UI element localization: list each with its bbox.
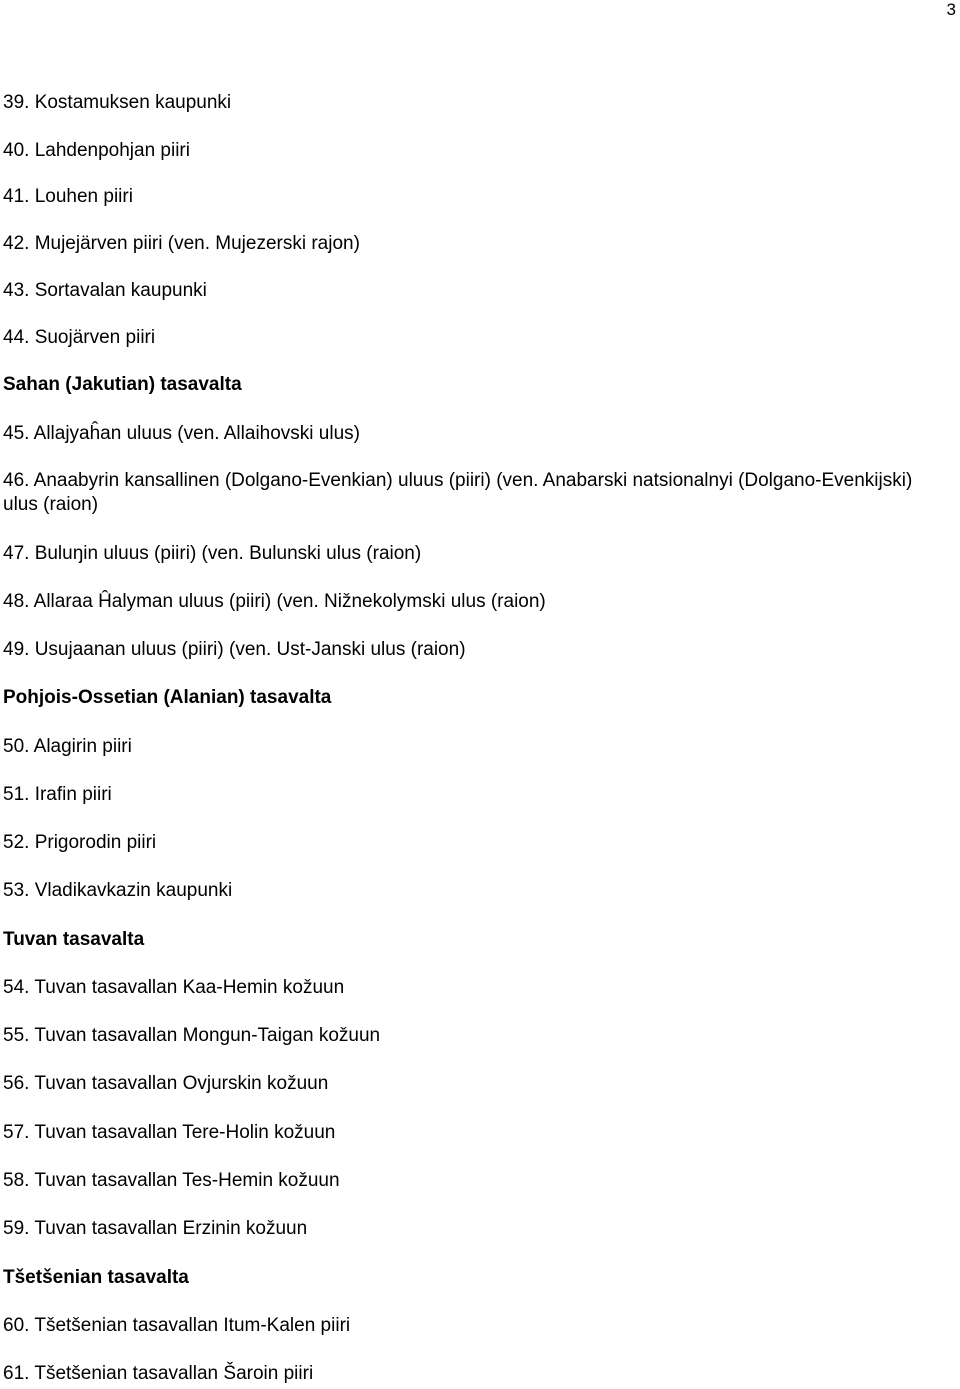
list-item: 58. Tuvan tasavallan Tes-Hemin kožuun [3,1170,340,1191]
section-heading: Sahan (Jakutian) tasavalta [3,374,242,395]
section-heading: Pohjois-Ossetian (Alanian) tasavalta [3,687,332,708]
list-item: 59. Tuvan tasavallan Erzinin kožuun [3,1218,308,1239]
section-heading: Tuvan tasavalta [3,929,145,950]
list-item: 53. Vladikavkazin kaupunki [3,880,233,901]
list-item: 54. Tuvan tasavallan Kaa-Hemin kožuun [3,977,345,998]
section-heading: Tšetšenian tasavalta [3,1267,189,1288]
list-item: 49. Usujaanan uluus (piiri) (ven. Ust-Janski ulus (raion) [3,639,466,660]
list-item: 50. Alagirin piiri [3,736,132,757]
list-item: 40. Lahdenpohjan piiri [3,140,190,161]
list-item: 41. Louhen piiri [3,186,133,207]
list-item: 47. Buluŋin uluus (piiri) (ven. Bulunski ulus (raion) [3,543,422,564]
page-number: 3 [946,0,956,19]
list-item: 60. Tšetšenian tasavallan Itum-Kalen piiri [3,1315,351,1336]
list-item: 61. Tšetšenian tasavallan Šaroin piiri [3,1363,314,1384]
list-item: 55. Tuvan tasavallan Mongun-Taigan kožuun [3,1025,381,1046]
list-item: 51. Irafin piiri [3,784,112,805]
list-item: 44. Suojärven piiri [3,327,156,348]
list-item: 57. Tuvan tasavallan Tere-Holin kožuun [3,1122,336,1143]
list-item: 46. Anaabyrin kansallinen (Dolgano-Evenkian) uluus (piiri) (ven. Anabarski natsionalnyi (Dolgano-Evenkijski) ulus (raion) [3,470,913,515]
list-item: 52. Prigorodin piiri [3,832,157,853]
list-item: 56. Tuvan tasavallan Ovjurskin kožuun [3,1073,329,1094]
list-item: 45. Allajyaĥan uluus (ven. Allaihovski ulus) [3,423,360,444]
list-item: 48. Allaraa Ĥalyman uluus (piiri) (ven. Nižnekolymski ulus (raion) [3,591,546,612]
list-item: 42. Mujejärven piiri (ven. Mujezerski rajon) [3,233,360,254]
list-item: 39. Kostamuksen kaupunki [3,92,232,113]
list-item: 43. Sortavalan kaupunki [3,280,207,301]
